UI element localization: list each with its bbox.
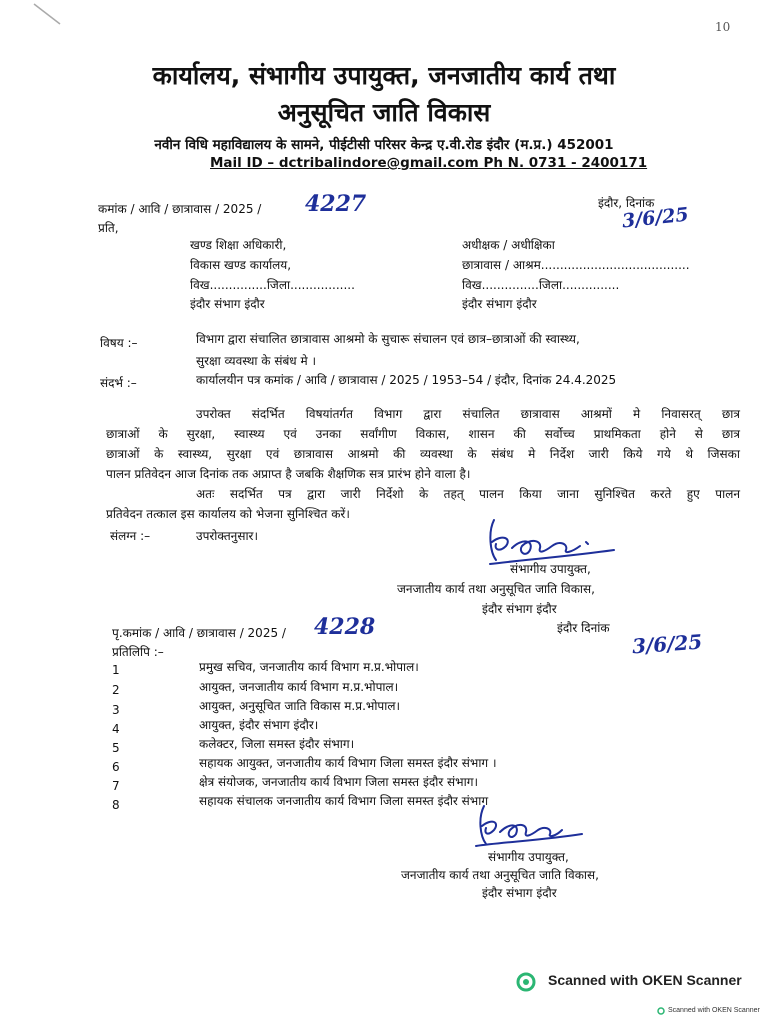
letter-ref-label: कमांक / आवि / छात्रावास / 2025 / — [98, 202, 262, 216]
copy-item-number: 8 — [112, 798, 120, 812]
letter-ref-number: 4227 — [305, 191, 367, 217]
office-title-line2: अनुसूचित जाति विकास — [277, 98, 491, 127]
office-title-line1: कार्यालय, संभागीय उपायुक्त, जनजातीय कार्य तथा — [152, 61, 616, 90]
copy-item-number: 6 — [112, 760, 120, 774]
scanner-small-watermark-text: Scanned with OKEN Scanner — [668, 1007, 760, 1014]
pratilipi-label: प्रतिलिपि :– — [112, 645, 164, 659]
copy-ref-label: पृ.कमांक / आवि / छात्रावास / 2025 / — [112, 626, 286, 640]
recipient-right-line: छात्रावास / आश्रम....................................... — [462, 258, 690, 272]
copy-item-text: प्रमुख सचिव, जनजातीय कार्य विभाग म.प्र.भोपाल। — [199, 660, 419, 674]
copy-handwritten-date: 3/6/25 — [631, 629, 704, 659]
copy-item-text: सहायक आयुक्त, जनजातीय कार्य विभाग जिला समस्त इंदौर संभाग । — [199, 756, 497, 770]
oken-scanner-small-logo-icon — [657, 1007, 665, 1015]
signature-line: जनजातीय कार्य तथा अनुसूचित जाति विकास, — [397, 582, 595, 596]
copy-place-date-label: इंदौर दिनांक — [557, 621, 610, 635]
copy-ref-number: 4228 — [314, 614, 376, 640]
copy-signature-line: संभागीय उपायुक्त, — [488, 850, 569, 864]
copy-item-number: 1 — [112, 663, 120, 677]
body-line: उपरोक्त संदर्भित विषयांतर्गत विभाग द्वारा संचालित छात्रावास आश्रमों मे निवासरत् छात्र — [196, 407, 740, 421]
copy-item-text: कलेक्टर, जिला समस्त इंदौर संभाग। — [199, 737, 355, 751]
corner-fold-mark — [30, 0, 70, 30]
letter-body — [106, 404, 740, 524]
signature-line: इंदौर संभाग इंदौर — [482, 602, 557, 616]
copy-item-text: आयुक्त, अनुसूचित जाति विकास म.प्र.भोपाल। — [199, 699, 401, 713]
copy-signature-line: जनजातीय कार्य तथा अनुसूचित जाति विकास, — [401, 868, 599, 882]
recipient-left-line: विख...............जिला................. — [190, 278, 355, 292]
recipient-right-line: इंदौर संभाग इंदौर — [462, 297, 537, 311]
copy-signature-line: इंदौर संभाग इंदौर — [482, 886, 557, 900]
signature-line: संभागीय उपायुक्त, — [510, 562, 591, 576]
signature-image — [470, 800, 590, 850]
copy-item-number: 3 — [112, 703, 120, 717]
body-line: प्रतिवेदन तत्काल इस कार्यालय को भेजना सुनिश्चित करें। — [106, 507, 350, 521]
body-line: पालन प्रतिवेदन आज दिनांक तक अप्राप्त है जबकि शैक्षणिक सत्र प्रारंभ होने वाला है। — [106, 467, 471, 481]
letter-place-date-label: इंदौर, दिनांक — [598, 196, 655, 210]
reference-text: कार्यालयीन पत्र कमांक / आवि / छात्रावास / 2025 / 1953–54 / इंदौर, दिनांक 24.4.2025 — [196, 373, 617, 387]
copy-item-text: सहायक संचालक जनजातीय कार्य विभाग जिला समस्त इंदौर संभाग — [199, 794, 489, 808]
recipient-left-line: विकास खण्ड कार्यालय, — [190, 258, 292, 272]
subject-text-line1: विभाग द्वारा संचालित छात्रावास आश्रमो के सुचारू संचालन एवं छात्र–छात्राओं की स्वास्थ्य, — [196, 332, 580, 346]
scanner-watermark-text: Scanned with OKEN Scanner — [548, 972, 742, 988]
recipient-left-line: खण्ड शिक्षा अधिकारी, — [190, 238, 287, 252]
body-line: छात्राओं के सुरक्षा, स्वास्थ्य एवं उनका सर्वांगीण विकास, शासन की सर्वोच्च प्राथमिकता होने से छात्र — [106, 427, 740, 441]
oken-scanner-logo-icon — [516, 972, 536, 992]
copy-item-number: 2 — [112, 683, 120, 697]
copy-item-number: 5 — [112, 741, 120, 755]
copy-item-text: आयुक्त, इंदौर संभाग इंदौर। — [199, 718, 319, 732]
recipient-left-line: इंदौर संभाग इंदौर — [190, 297, 265, 311]
reference-label: संदर्भ :– — [100, 376, 137, 390]
enclosure-label: संलग्न :– — [110, 529, 151, 543]
office-address: नवीन विधि महाविद्यालय के सामने, पीईटीसी परिसर केन्द्र ए.वी.रोड इंदौर (म.प्र.) 452001 — [154, 137, 614, 153]
body-line: छात्राओं के स्वास्थ्य, सुरक्षा एवं छात्रावास आश्रमो की व्यवस्था के संबंध मे निर्देश जारी किये गये थे जिसका — [106, 447, 740, 461]
page-number: 10 — [715, 20, 731, 34]
subject-label: विषय :– — [100, 336, 138, 350]
letter-handwritten-date: 3/6/25 — [621, 203, 690, 233]
signature-image — [482, 512, 622, 567]
prati-label: प्रति, — [98, 221, 119, 235]
office-contact: Mail ID – dctribalindore@gmail.com Ph N. 0731 - 2400171 — [210, 155, 648, 171]
subject-text-line2: सुरक्षा व्यवस्था के संबंध मे । — [196, 354, 317, 368]
copy-item-text: आयुक्त, जनजातीय कार्य विभाग म.प्र.भोपाल। — [199, 680, 399, 694]
body-line: अतः सदर्भित पत्र द्वारा जारी निर्देशो के तहत् पालन किया जाना सुनिश्चित करते हुए पालन — [196, 487, 740, 501]
copy-item-number: 4 — [112, 722, 120, 736]
recipient-right-line: अधीक्षक / अधीक्षिका — [462, 238, 555, 252]
recipient-right-line: विख...............जिला............... — [462, 278, 620, 292]
enclosure-text: उपरोक्तनुसार। — [196, 529, 259, 543]
copy-item-number: 7 — [112, 779, 120, 793]
copy-item-text: क्षेत्र संयोजक, जनजातीय कार्य विभाग जिला समस्त इंदौर संभाग। — [199, 775, 478, 789]
